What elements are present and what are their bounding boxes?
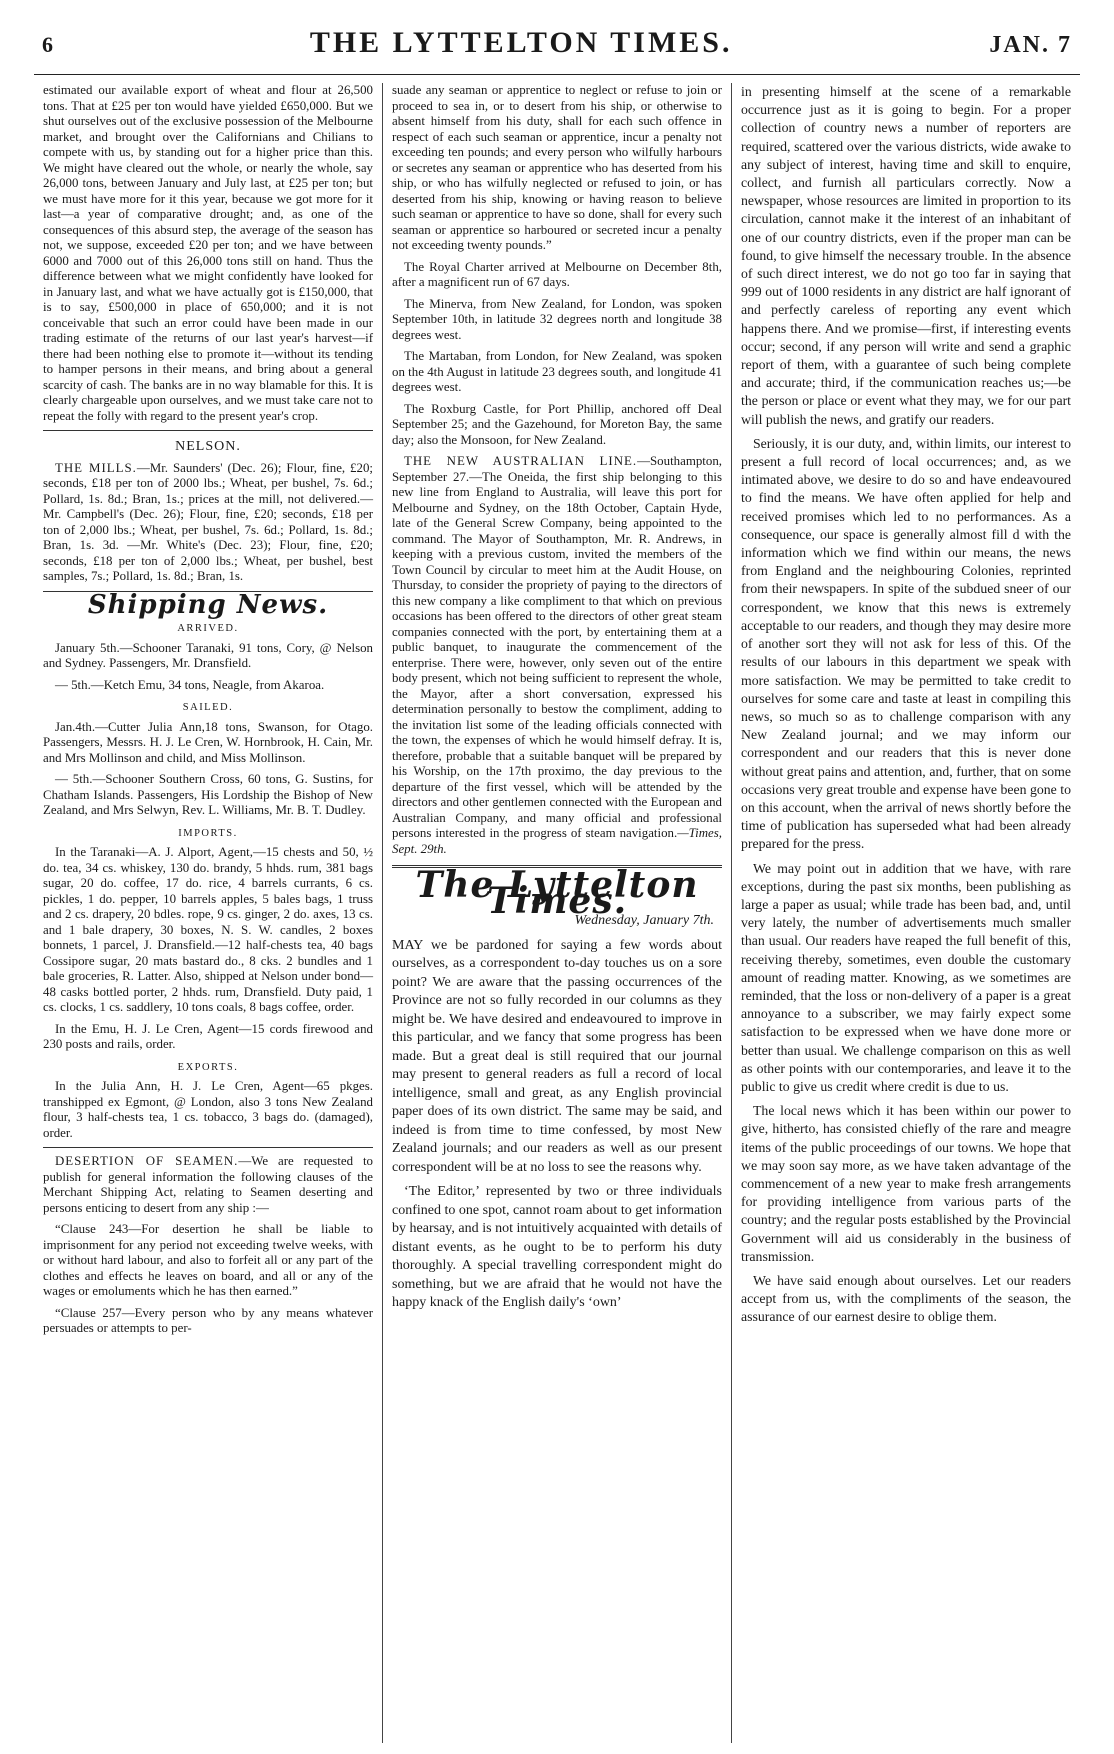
nelson-mills-paragraph <box>43 461 373 585</box>
leader-paragraph: in presenting himself at the scene of a remarkable occurrence just as it is going to begin. For a proper collection of country news a number of reporters are required, scattered over the various districts, wide awake to any subject of interest, having time and skill to enquire, collect, and furnish all particulars correctly. Now a newspaper, whose resources are limited in proportion to its circulation, cannot make it the interest of an inhabitant of one of our country districts, even if the proper man can be found, to give himself the necessary trouble. In the absence of such direct interest, we do not go too far in saying that 999 out of 1000 residents in any district are half ignorant of and perfectly careless of reporting any event which happens there. And we promise—first, if interesting events occur; second, if any person will write and send a graphic report of them, with a guarantee of such being complete and accurate; third, if the communication reaches us;—be the person or place or event what they may, we for our part will publish the news, and gratify our readers. <box>741 84 1071 427</box>
column-2 <box>382 83 731 1743</box>
arrived-heading: ARRIVED. <box>177 623 239 634</box>
arrived-entry: — 5th.—Ketch Emu, 34 tons, Neagle, from Akaroa. <box>55 677 325 692</box>
desertion-paragraph <box>43 1154 373 1216</box>
leader-paragraph: The local news which it has been within our power to give, hitherto, has consisted chiefly of the rare and meagre items of the public proceedings of our towns. We hope that we may soon say more, as we have taken advantage of the commencement of a new year to make fresh arrangements for providing intelligence from various parts of the country; and the regular posts established by the Provincial Government will aid us considerably in the business of transmission. <box>741 1103 1071 1264</box>
leader-body <box>392 937 722 1313</box>
divider <box>43 430 373 431</box>
nelson-mills-lead: THE MILLS. <box>55 460 137 475</box>
australian-line-lead: THE NEW AUSTRALIAN LINE. <box>404 454 638 468</box>
leader-paragraph: We have said enough about ourselves. Let our readers accept from us, with the compliments of the season, the assurance of our earnest desire to oblige them. <box>741 1273 1071 1325</box>
nelson-mills-text: —Mr. Saunders' (Dec. 26); Flour, fine, £20; seconds, £18 per ton of 2000 lbs.; Wheat, per bushel, 7s. 6d.; Pollard, 1s. 8d.; Bran, 1s.; prices at the mill, not delivered.—Mr. Campbell's (Dec. 26); Flour, fine, £20; seconds, £18 per ton of 2,000 lbs.; Wheat, per bushel, 7s. 6d.; Pollard, 1s. 8d.; Bran, 1s. 3d. —Mr. White's (Dec. 23); Flour, fine, £20; seconds, £18 per ton of 2,000 lbs.; Wheat, per bushel, best samples, 7s.; Pollard, 1s. 8d.; Bran, 1s. <box>43 460 373 583</box>
sailed-entry: Jan.4th.—Cutter Julia Ann,18 tons, Swanson, for Otago. Passengers, Messrs. H. J. Le Cren, W. Hornbrook, H. Cain, Mr. and Mrs Mollinson and child, and Miss Mollinson. <box>43 719 373 765</box>
clause-243: “Clause 243—For desertion he shall be liable to imprisonment for any period not exceeding twelve weeks, with or without hard labour, and also to forfeit all or any part of the clothes and effects he leaves on board, and all or any of the wages or emoluments which he has then earned.” <box>43 1222 373 1298</box>
sailed-entry: — 5th.—Schooner Southern Cross, 60 tons, G. Sustins, for Chatham Islands. Passengers, His Lordship the Bishop of New Zealand, and Mrs Selwyn, Rev. L. Williams, Mr. B. T. Dudley. <box>43 772 373 817</box>
leader-date: Wednesday, January 7th. <box>574 913 714 928</box>
column-3 <box>731 83 1080 1743</box>
imports-heading: IMPORTS. <box>178 827 238 839</box>
royal-charter-item: The Royal Charter arrived at Melbourne on December 8th, after a magnificent run of 67 days. <box>392 259 722 289</box>
leader-paragraph: MAY we be pardoned for saying a few words about ourselves, as a correspondent to-day touches us on a sore point? We are aware that the passing occurrences of the Province are not so fully recorded in our columns as they might be. We have desired and endeavoured to improve in this particular, and we fancy that some progress has been made. But a great deal is still required that our journal may present to general readers as full a record of local intelligence, small and great, as any English provincial paper does of its own district. The same may be said, and indeed is from time to time confessed, by most New Zealand journals; and our readers as well as our present correspondent will be at no loss to see the reasons why. <box>392 937 722 1175</box>
arrived-entry: January 5th.—Schooner Taranaki, 91 tons, Cory, @ Nelson and Sydney. Passengers, Mr. Dransfield. <box>43 640 373 670</box>
column-1 <box>34 83 382 1743</box>
clause-257: “Clause 257—Every person who by any means whatever persuades or attempts to per- <box>43 1305 373 1335</box>
imports-entry: In the Emu, H. J. Le Cren, Agent—15 cords firewood and 230 posts and rails, order. <box>43 1021 373 1051</box>
newspaper-title: THE LYTTELTON TIMES. <box>309 26 733 59</box>
martaban-item: The Martaban, from London, for New Zealand, was spoken on the 4th August in latitude 23 degrees south, and longitude 41 degrees west. <box>392 349 722 394</box>
leader-paragraph: Seriously, it is our duty, and, within limits, our interest to present a full record of local occurrences; and, as we intimated above, we desire to do so and have endeavoured to find the means. We have often applied for help and received promises which led to no performances. As a consequence, our space is generally almost fill d with the information which we find within our means, the news from England and the neighbouring Colonies, reprinted from their newspapers. In spite of the subdued sneer of our correspondent, we know that this news is extremely acceptable to our readers, and though they may desire more of another sort they will not ask for less of this. Of the results of our labours in this department we speak with more satisfaction. We may be permitted to take credit to ourselves for some care and taste at least in compiling this news, so much so as to challenge comparison with any New Zealand journal; and we may inform our correspondent and our readers that this is never done without great pains and attention, and, further, that on some occasions very great trouble and expense have been gone to on this account, when the arrival of news shortly before the time of publication has superseded what had been already prepared for the press. <box>741 435 1071 852</box>
australian-line-source: —Times, Sept. 29th. <box>392 826 722 856</box>
exports-entry: In the Julia Ann, H. J. Le Cren, Agent—65 pkges. transhipped ex Egmont, @ London, also 3 tons New Zealand flour, 3 half-chests tea, 1 cs. tobacco, 3 bags do. (damaged), order. <box>43 1079 373 1140</box>
divider <box>43 1147 373 1148</box>
australian-line-text: —Southampton, September 27.—The Oneida, the first ship belonging to this new line from England to Australia, will leave this port for Melbourne and Sydney, on the 18th October, Captain Hyde, late of the General Screw Company, being appointed to the command. The Mayor of Southampton, Mr. R. Andrews, in keeping with a previous custom, invited the members of the Town Council by circular to meet him at the Audit House, on Thursday, to consider the propriety of paying to the directors of this new company a like compliment to that which on previous occasions has been offered to the directors of other great steam companies connected with the port, by entertaining them at a public banquet, to inaugurate the commencement of the enterprise. There were, however, only seven out of the entire body present, which not being sufficient to represent the whole, the Mayor, after a short conversation, expressed his determination personally to bestow the compliment, adding to the invitation list some of the leading officials connected with the town, the expenses of which he would himself defray. It is, therefore, probable that a suitable banquet will be prepared by his Worship, on the 17th proximo, the day previous to the departure of the first vessel, which will be attended by the directors and other gentlemen connected with the European and Australian Company, and many official and professional persons interested in the progress of steam navigation. <box>392 454 722 840</box>
columns <box>34 75 1080 1743</box>
wheat-export-article: estimated our available export of wheat and flour at 26,500 tons. That at £25 per ton would have yielded £650,000. But we shut ourselves out of the exclusive possession of the Melbourne market, and brought over the Californians and Chilians to compete with us, by standing out for a higher price than this. We might have cleared out the whole, or nearly the whole, say 26,000 tons, between January and July last, at £25 per ton; but we must have more for it this year, because we got more for it last—a year of comparative drought; and, as one of the consequences of this absurd step, the average of the season has not, we suppose, exceeded £20 per ton; and we have between 6000 and 7000 out of this 26,000 tons still on hand. Thus the difference between what we might confidently have looked for in January last, and what we have actually got is £150,000, that is to say, £500,000 in place of 650,000; and it is not conceivable that such an error could have been made in our trading estimate of the returns of our last year's harvest—if there had been nothing else to promote it—without its tending to hamper persons in their means, and bring about a general scarcity of cash. The banks are in no way blamable for this. It is clearly chargeable upon ourselves, and we must take care not to repeat the folly with regard to the present year's crop. <box>43 83 373 423</box>
shipping-news-heading: Shipping News. <box>87 589 329 620</box>
issue-date: JAN. 7 <box>989 32 1072 58</box>
leader-title: The Lyttelton Times. <box>415 864 699 922</box>
page-number: 6 <box>42 32 53 57</box>
nelson-heading: NELSON. <box>175 439 241 454</box>
minerva-item: The Minerva, from New Zealand, for London, was spoken September 10th, in latitude 32 degrees north and longitude 38 degrees west. <box>392 296 722 342</box>
sailed-heading: SAILED. <box>182 702 234 713</box>
roxburg-castle-item: The Roxburg Castle, for Port Phillip, anchored off Deal September 25; and the Gazehound, for Moreton Bay, the same day; also the Monsoon, for New Zealand. <box>392 401 722 447</box>
clause-257-continued: suade any seaman or apprentice to neglect or refuse to join or proceed to sea in, or to desert from his ship, or otherwise to absent himself from his duty, shall for each such offence in respect of each such seaman or apprentice, incur a penalty not exceeding ten pounds; and every person who wilfully harbours or secretes any seaman or apprentice who has deserted from his ship, or who has wilfully neglected or refused to join, or has deserted from his ship, knowing or having reason to believe such seaman or apprentice to have so done, shall for every such seaman or apprentice so harboured or secreted incur a penalty not exceeding twenty pounds.” <box>392 83 722 252</box>
leader-paragraph: ‘The Editor,’ represented by two or three individuals confined to one spot, cannot roam about to get information by hearsay, and is not intuitively acquainted with details of distant events, as he ought to be to perform his duty thoroughly. A special travelling correspondent might do something, but we are afraid that he would not have the happy knack of the English daily's ‘own’ <box>392 1184 722 1310</box>
exports-heading: EXPORTS. <box>177 1061 239 1073</box>
imports-entry: In the Taranaki—A. J. Alport, Agent,—15 chests and 50, ½ do. tea, 34 cs. whiskey, 130 do. brandy, 5 hhds. rum, 381 bags sugar, 20 do. coffee, 17 do. rice, 4 barrels currants, 6 cs. pickles, 1 do. pepper, 10 barrels apples, 5 bales bags, 1 truss and 2 cs. drapery, 20 bdles. rope, 9 cs. ginger, 2 do. axes, 13 cs. and 1 bale drapery, 30 boxes, N. S. W. candles, 2 boxes bonnets, 1 parcel, J. Dransfield.—12 half-chests tea, 40 bags Cossipore sugar, 20 mats bastard do., 8 cks. 2 bundles and 1 bale groceries, R. Latter. Also, shipped at Nelson under bond—48 casks bottled porter, 2 hhds. rum, Dransfield. Duty paid, 1 cs. clocks, 1 cs. saddlery, 10 tons coals, 8 bags coffee, order. <box>43 845 373 1014</box>
desertion-text: —We are requested to publish for general information the following clauses of the Merchant Shipping Act, relating to Seamen deserting and persons enticing to desert from any ship :— <box>43 1154 373 1215</box>
desertion-lead: DESERTION OF SEAMEN. <box>55 1154 239 1168</box>
leader-paragraph: We may point out in addition that we have, with rare exceptions, during the past six months, been publishing as large a paper as usual; while trade has been bad, and, until very lately, the number of advertisements much smaller than usual. Our readers have reaped the full benefit of this, receiving thereby, sometimes, even double the customary amount of reading matter. Knowing, as we sometimes are reminded, that the loss or non-delivery of a paper is a great annoyance to a subscriber, we may fairly expect some satisfaction to be expressed when we have done more or better than usual. We challenge comparison on this as well as other points with our contemporaries, and leave it to the public to give us credit where credit is due to us. <box>741 860 1071 1094</box>
masthead <box>34 26 1080 75</box>
australian-line-paragraph <box>392 454 722 857</box>
